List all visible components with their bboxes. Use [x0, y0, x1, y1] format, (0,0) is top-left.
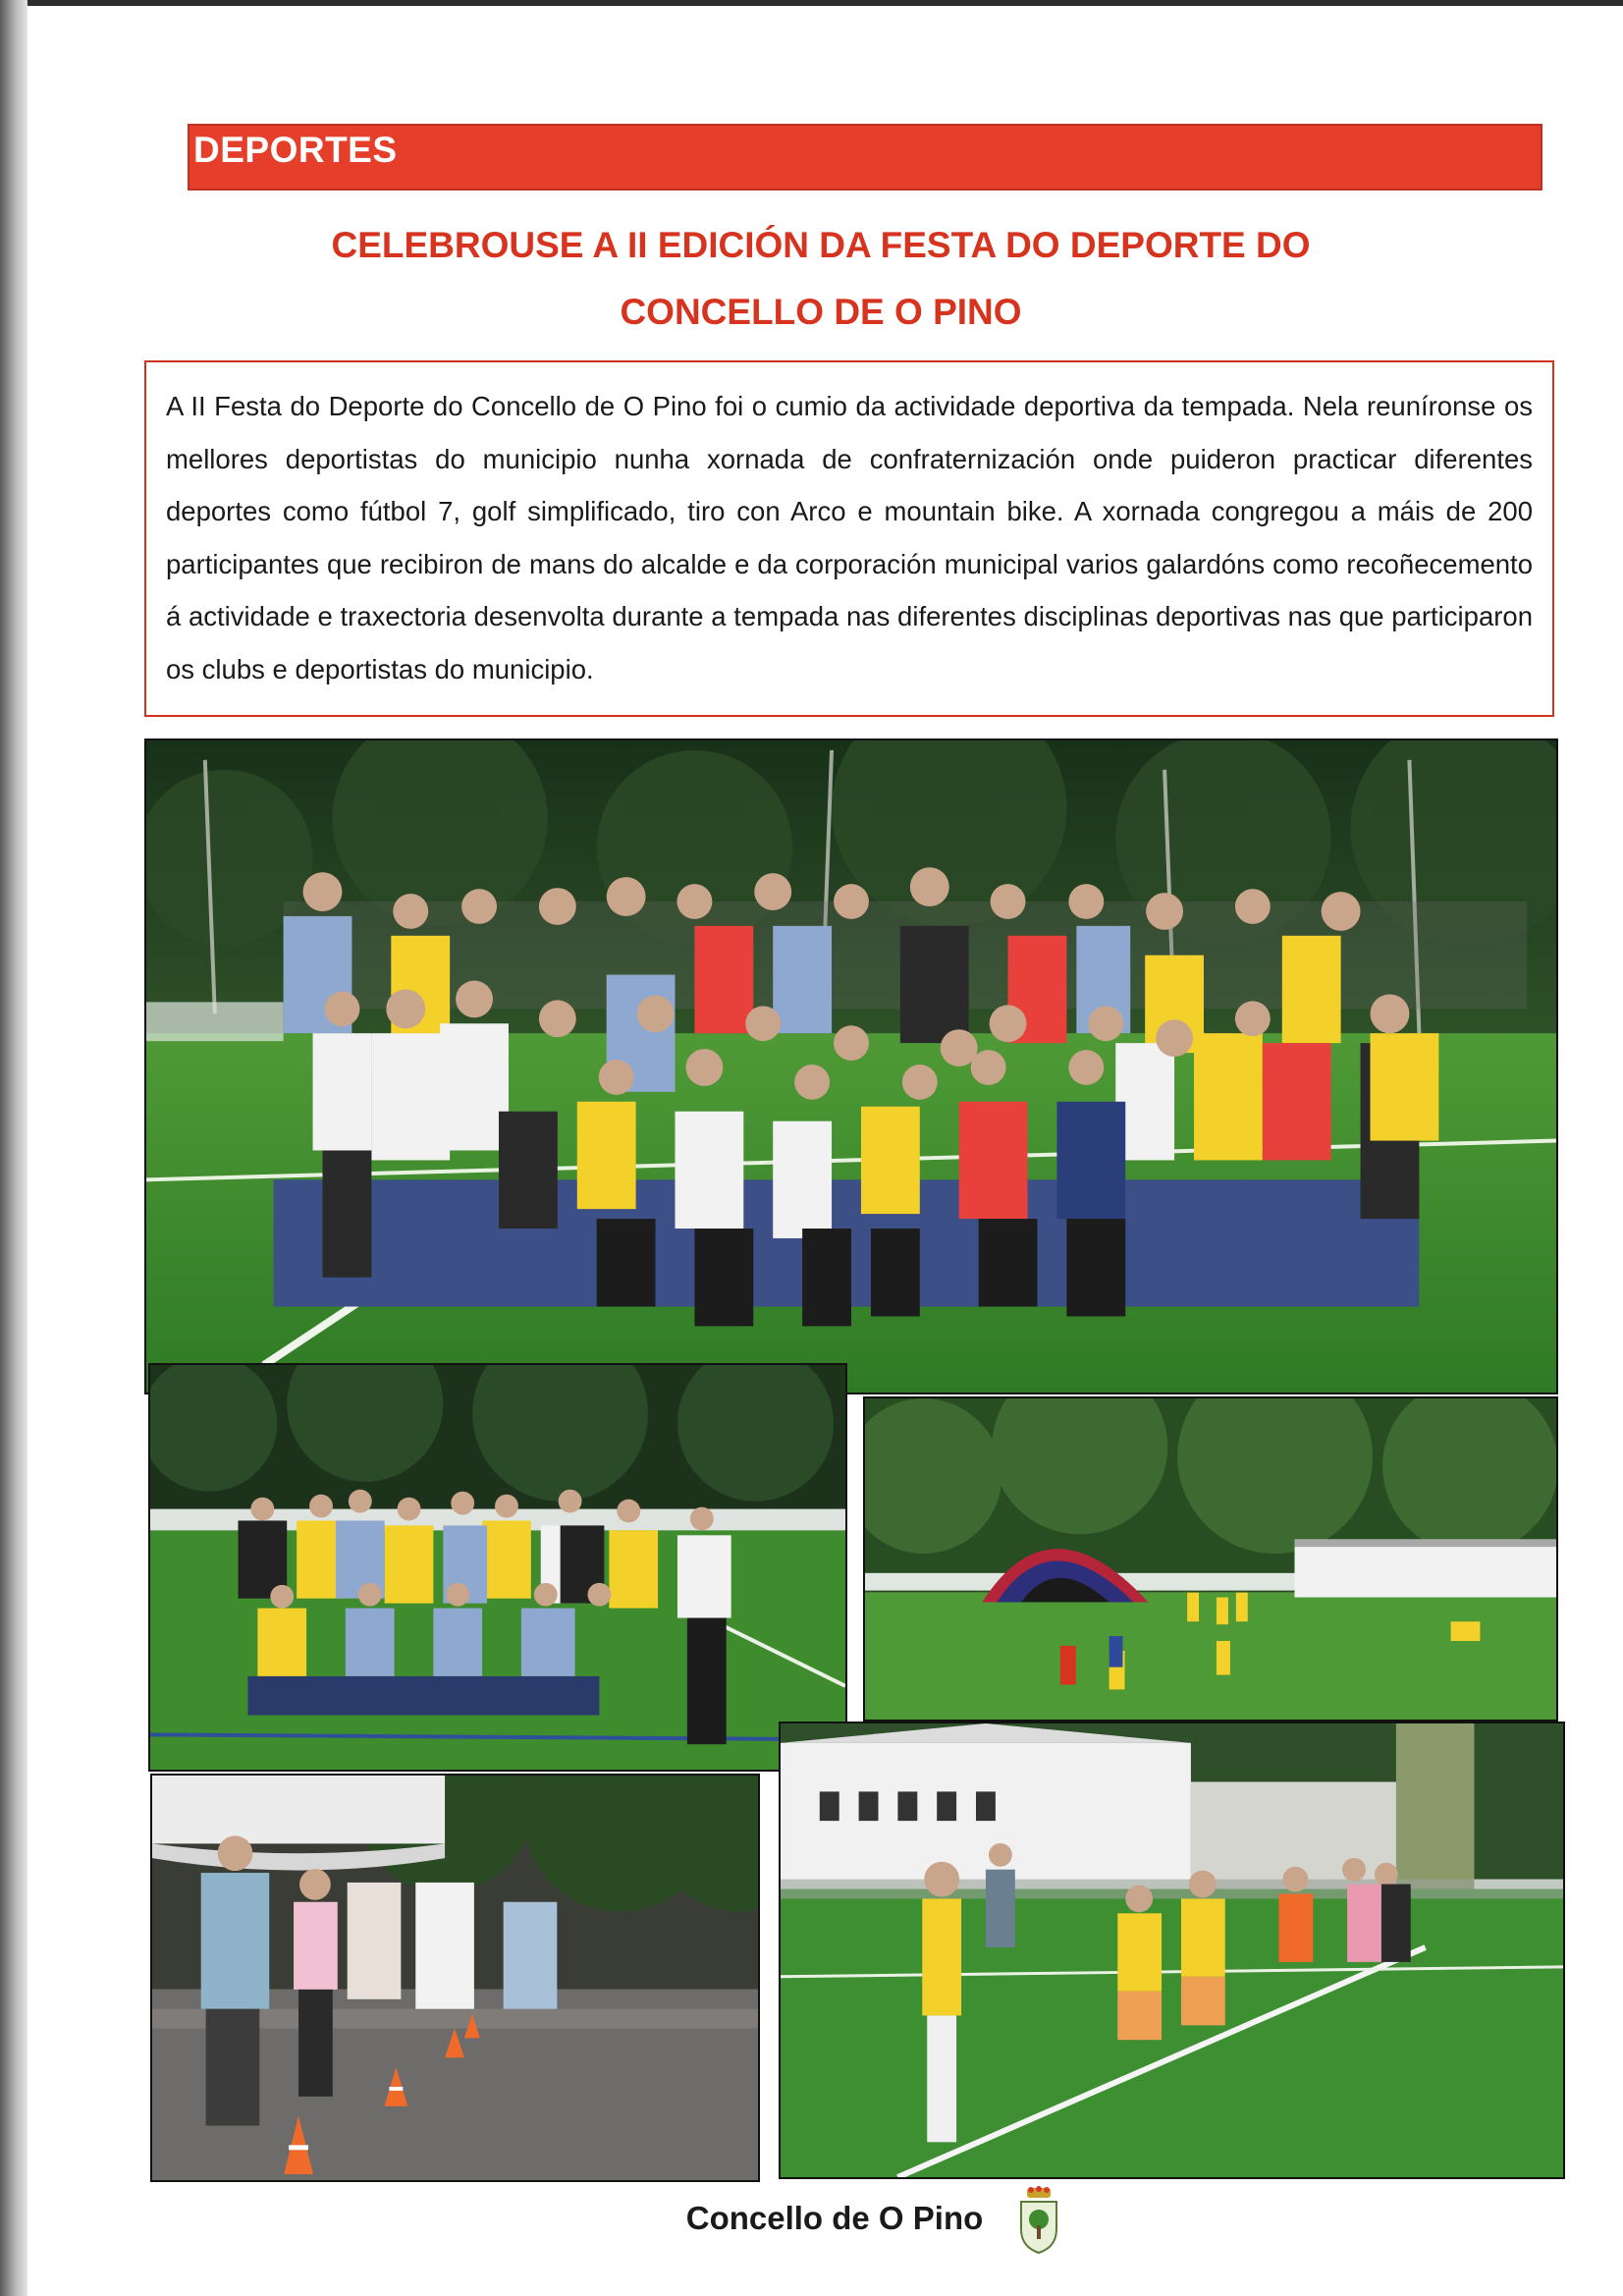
intro-text-box: [144, 360, 1554, 717]
archery-under-tent-image: [152, 1776, 758, 2180]
inflatable-arch-field-event: [863, 1396, 1558, 1722]
archery-on-pitch-image: [781, 1723, 1563, 2177]
page-binding-shadow: [0, 0, 27, 2296]
headline-line-2: CONCELLO DE O PINO: [620, 292, 1022, 332]
archery-under-tent: [150, 1774, 760, 2182]
section-header-bar: [188, 124, 1542, 191]
group-photo-football-team: [148, 1363, 847, 1772]
publisher-footer: Concello de O Pino: [685, 2200, 984, 2236]
inflatable-arch-field-event-image: [865, 1398, 1556, 1720]
group-photo-award-winners: [144, 738, 1558, 1394]
section-label: DEPORTES: [193, 130, 398, 170]
intro-paragraph: A II Festa do Deporte do Concello de O Pino foi o cumio da actividade deportiva da tempada. Nela reuníronse os mellores deportistas do municipio nunha xornada de confraternización onde puideron practicar diferentes deportes como fútbol 7, golf simplificado, tiro con Arco e mountain bike. A xornada congregou a máis de 200 participantes que recibiron de mans do alcalde e da corporación municipal varios galardóns como recoñecemento á actividade e traxectoria desenvolta durante a tempada nas diferentes disciplinas deportivas nas que participaron os clubs e deportistas do municipio.: [166, 391, 1533, 684]
archery-on-pitch: [779, 1722, 1565, 2179]
group-photo-football-team-image: [150, 1365, 845, 1770]
municipal-coat-of-arms-icon: [1017, 2186, 1060, 2255]
headline-line-1: CELEBROUSE A II EDICIÓN DA FESTA DO DEPORTE DO: [331, 225, 1311, 265]
article-headline: [188, 212, 1454, 346]
group-photo-award-winners-image: [146, 740, 1556, 1393]
